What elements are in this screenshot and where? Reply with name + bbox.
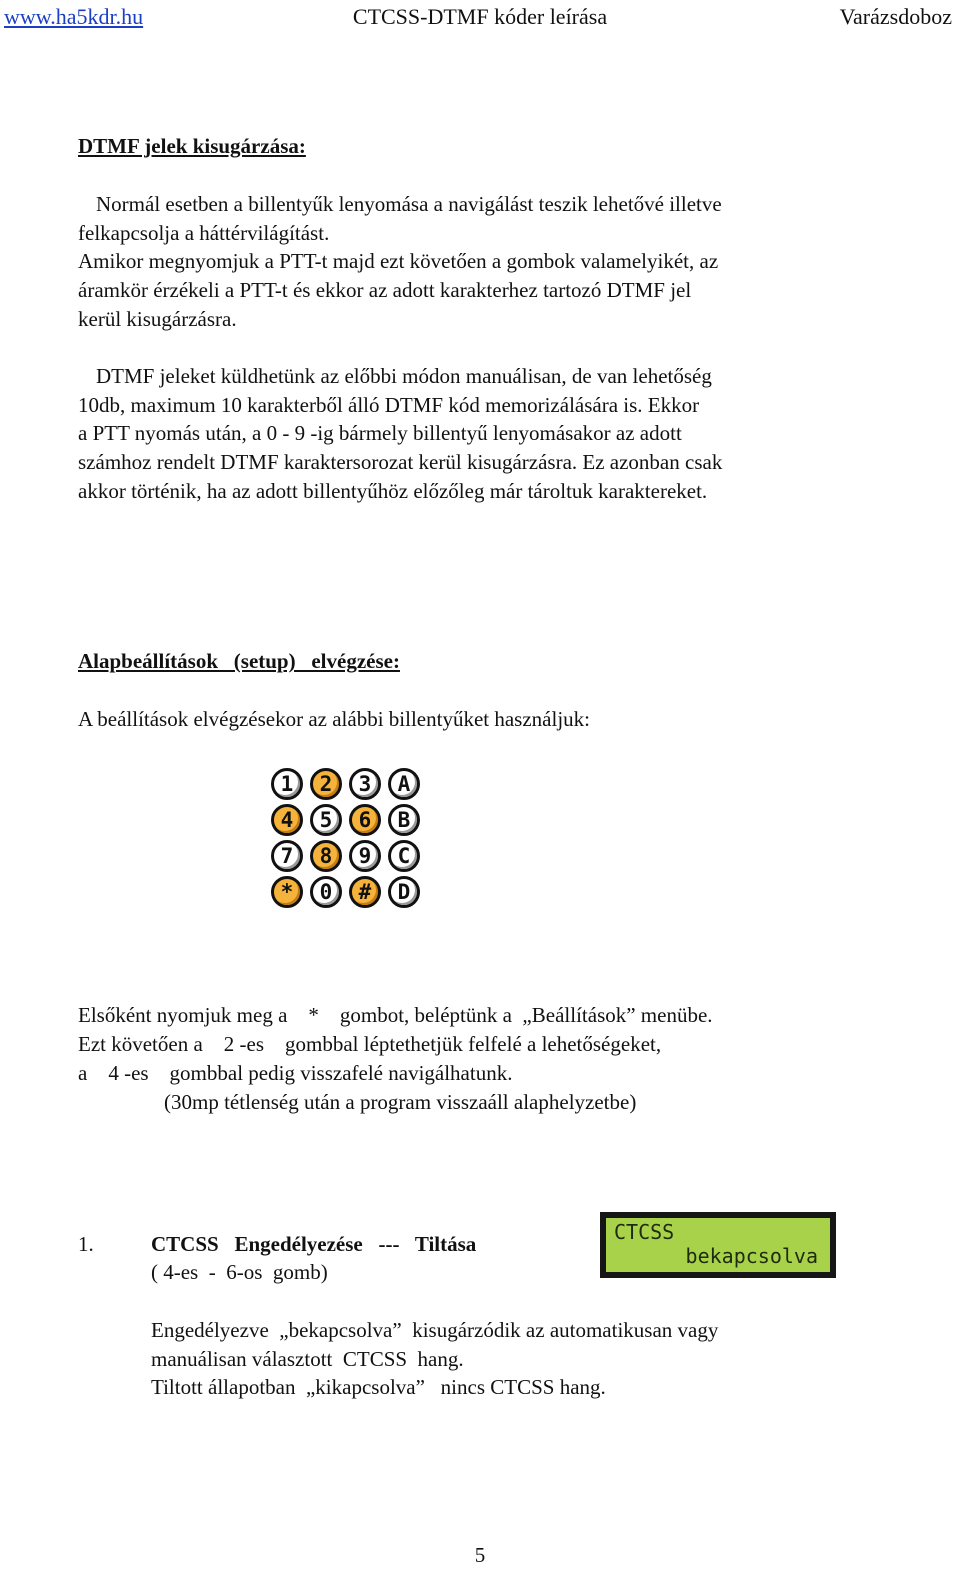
text-line: Elsőként nyomjuk meg a * gombot, beléptünk a „Beállítások” menübe. <box>78 1003 713 1028</box>
lcd-line-2: bekapcsolva <box>685 1244 818 1268</box>
keypad-key: 4 <box>271 804 303 836</box>
text-line: akkor történik, ha az adott billentyűhöz előzőleg már tároltuk karaktereket. <box>78 478 708 503</box>
keypad-image <box>269 766 429 910</box>
text-line: Normál esetben a billentyűk lenyomása a navigálást teszik lehetővé illetve <box>96 192 722 216</box>
item-description <box>151 1316 718 1402</box>
text-line: Ezt követően a 2 -es gombbal léptethetjük felfelé a lehetőségeket, <box>78 1032 662 1056</box>
site-link[interactable]: www.ha5kdr.hu <box>4 4 144 29</box>
text-line: 10db, maximum 10 karakterből álló DTMF kód memorizálására is. Ekkor <box>78 392 700 417</box>
text-line: áramkör érzékeli a PTT-t és ekkor az adott karakterhez tartozó DTMF jel <box>78 278 692 303</box>
keypad-key: # <box>349 876 381 908</box>
text-line: Amikor megnyomjuk a PTT-t majd ezt követően a gombok valamelyikét, az <box>78 249 719 274</box>
item-keys: ( 4-es - 6-os gomb) <box>151 1260 328 1284</box>
text-line: Engedélyezve „bekapcsolva” kisugárzódik az automatikusan vagy <box>151 1318 719 1342</box>
keypad-key: 6 <box>349 804 381 836</box>
text-line: DTMF jeleket küldhetünk az előbbi módon manuálisan, de van lehetőség <box>96 364 712 388</box>
setup-heading: Alapbeállítások (setup) elvégzése: <box>78 649 400 673</box>
keypad-key: C <box>388 840 420 872</box>
text-line: Tiltott állapotban „kikapcsolva” nincs CTCSS hang. <box>151 1375 606 1400</box>
text-line: a PTT nyomás után, a 0 - 9 -ig bármely billentyű lenyomásakor az adott <box>78 421 682 446</box>
keypad-key: 1 <box>271 768 303 800</box>
keypad-key: 9 <box>349 840 381 872</box>
keypad-key: B <box>388 804 420 836</box>
lcd-line-1: CTCSS <box>614 1220 675 1244</box>
text-line: számhoz rendelt DTMF karaktersorozat kerül kisugárzásra. Ez azonban csak <box>78 450 723 475</box>
setup-intro: A beállítások elvégzésekor az alábbi billentyűket használjuk: <box>78 707 590 731</box>
lcd-screen <box>606 1218 830 1272</box>
text-line: manuálisan választott CTCSS hang. <box>151 1346 464 1371</box>
document-title: CTCSS-DTMF kóder leírása <box>352 4 608 29</box>
text-line: felkapcsolja a háttérvilágítást. <box>78 220 330 245</box>
keypad-key: 2 <box>310 768 342 800</box>
page-number: 5 <box>474 1543 486 1567</box>
dtmf-paragraph-1 <box>78 190 722 334</box>
keypad-key: D <box>388 876 420 908</box>
dtmf-paragraph-2 <box>78 362 722 506</box>
keypad-key: 5 <box>310 804 342 836</box>
keypad-key: 0 <box>310 876 342 908</box>
keypad-key: A <box>388 768 420 800</box>
header-right-text: Varázsdoboz <box>839 4 952 29</box>
keypad-key: 3 <box>349 768 381 800</box>
lcd-display <box>600 1212 836 1278</box>
text-line: kerül kisugárzásra. <box>78 306 237 331</box>
keypad-key: 8 <box>310 840 342 872</box>
keypad-key: 7 <box>271 840 303 872</box>
dtmf-heading: DTMF jelek kisugárzása: <box>78 134 306 158</box>
item-title: CTCSS Engedélyezése --- Tiltása <box>151 1232 477 1256</box>
item-number: 1. <box>78 1232 94 1256</box>
text-line: (30mp tétlenség után a program visszaáll alaphelyzetbe) <box>164 1089 637 1114</box>
setup-paragraph-2 <box>78 1030 661 1087</box>
keypad-key: * <box>271 876 303 908</box>
text-line: a 4 -es gombbal pedig visszafelé navigálhatunk. <box>78 1060 513 1085</box>
